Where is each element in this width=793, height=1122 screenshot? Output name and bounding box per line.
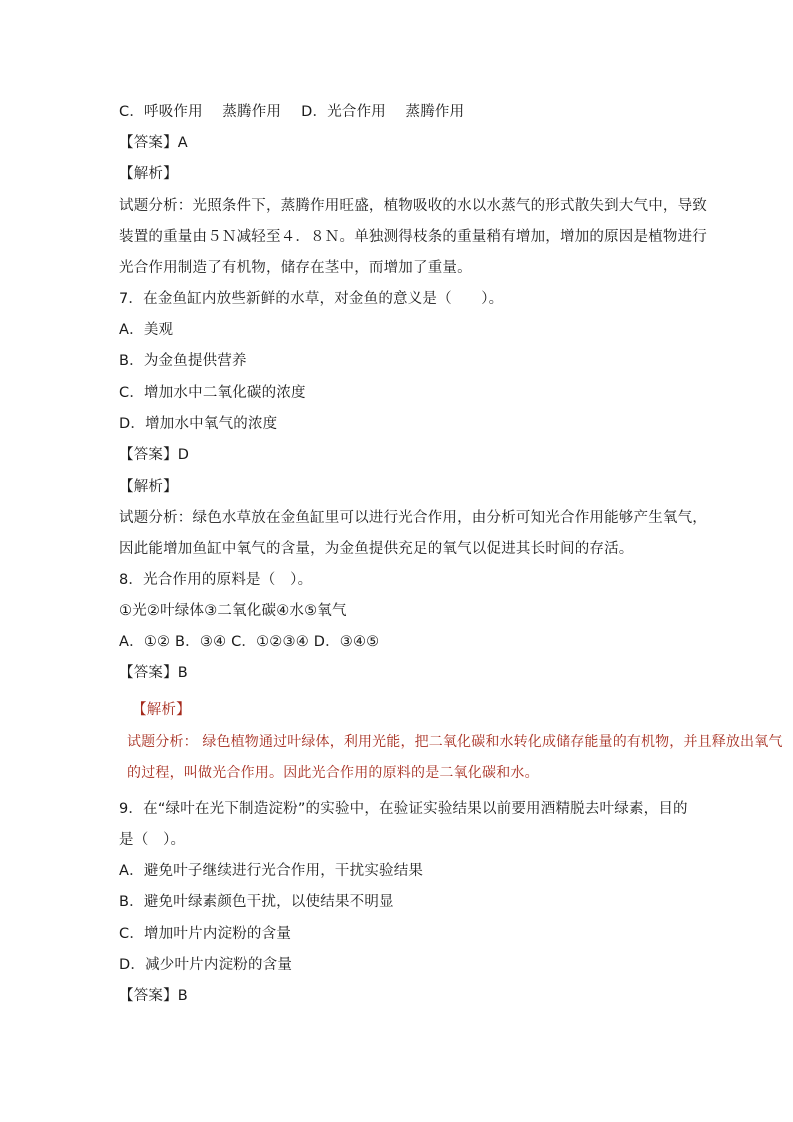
q7-option-d: D．增加水中氧气的浓度	[119, 416, 278, 432]
q7-answer: 【答案】D	[119, 447, 190, 463]
q8-analysis-label: 【解析】	[132, 702, 191, 718]
q9-question-line-2: 是（ ）。	[119, 832, 186, 848]
q9-question-line-1: 9．在“绿叶在光下制造淀粉”的实验中，在验证实验结果以前要用酒精脱去叶绿素，目的	[119, 801, 688, 817]
q8-answer: 【答案】B	[119, 665, 188, 681]
q6-analysis-label: 【解析】	[119, 166, 178, 182]
q6-options-cd	[119, 103, 464, 121]
q6-option-c: C．呼吸作用 蒸腾作用	[119, 104, 282, 120]
q7-analysis-line-1: 试题分析：绿色水草放在金鱼缸里可以进行光合作用，由分析可知光合作用能够产生氧气，	[119, 510, 707, 526]
q9-answer: 【答案】B	[119, 988, 188, 1004]
q7-analysis-line-2: 因此能增加鱼缸中氧气的含量，为金鱼提供充足的氧气以促进其长时间的存活。	[119, 541, 634, 557]
q7-question: 7．在金鱼缸内放些新鲜的水草，对金鱼的意义是（ ）。	[119, 291, 504, 307]
q7-analysis-label: 【解析】	[119, 479, 178, 495]
q9-option-b: B．避免叶绿素颜色干扰，以使结果不明显	[119, 894, 394, 910]
q7-option-b: B．为金鱼提供营养	[119, 353, 247, 369]
q6-analysis-line-3: 光合作用制造了有机物，储存在茎中，而增加了重量。	[119, 260, 472, 276]
q9-option-d: D．减少叶片内淀粉的含量	[119, 957, 293, 973]
q7-option-c: C．增加水中二氧化碳的浓度	[119, 385, 306, 401]
q9-option-c: C．增加叶片内淀粉的含量	[119, 926, 292, 942]
q8-options: A．①② B．③④ C．①②③④ D．③④⑤	[119, 634, 380, 650]
q9-option-a: A．避免叶子继续进行光合作用，干扰实验结果	[119, 863, 424, 879]
q8-question: 8．光合作用的原料是（ ）。	[119, 572, 313, 588]
q8-analysis-line-2: 的过程，叫做光合作用。因此光合作用的原料的是二氧化碳和水。	[127, 765, 539, 781]
q7-option-a: A．美观	[119, 322, 174, 338]
q8-analysis-line-1: 试题分析： 绿色植物通过叶绿体，利用光能，把二氧化碳和水转化成储存能量的有机物，并且释放出氧气	[127, 734, 783, 750]
q6-option-d: D．光合作用 蒸腾作用	[301, 104, 465, 120]
q6-analysis-line-1: 试题分析：光照条件下，蒸腾作用旺盛，植物吸收的水以水蒸气的形式散失到大气中，导致	[119, 198, 707, 214]
q8-items: ①光②叶绿体③二氧化碳④水⑤氧气	[119, 603, 347, 619]
q6-analysis-line-2: 装置的重量由５Ｎ减轻至４．８Ｎ。单独测得枝条的重量稍有增加，增加的原因是植物进行	[119, 229, 707, 245]
q6-answer: 【答案】A	[119, 135, 188, 151]
